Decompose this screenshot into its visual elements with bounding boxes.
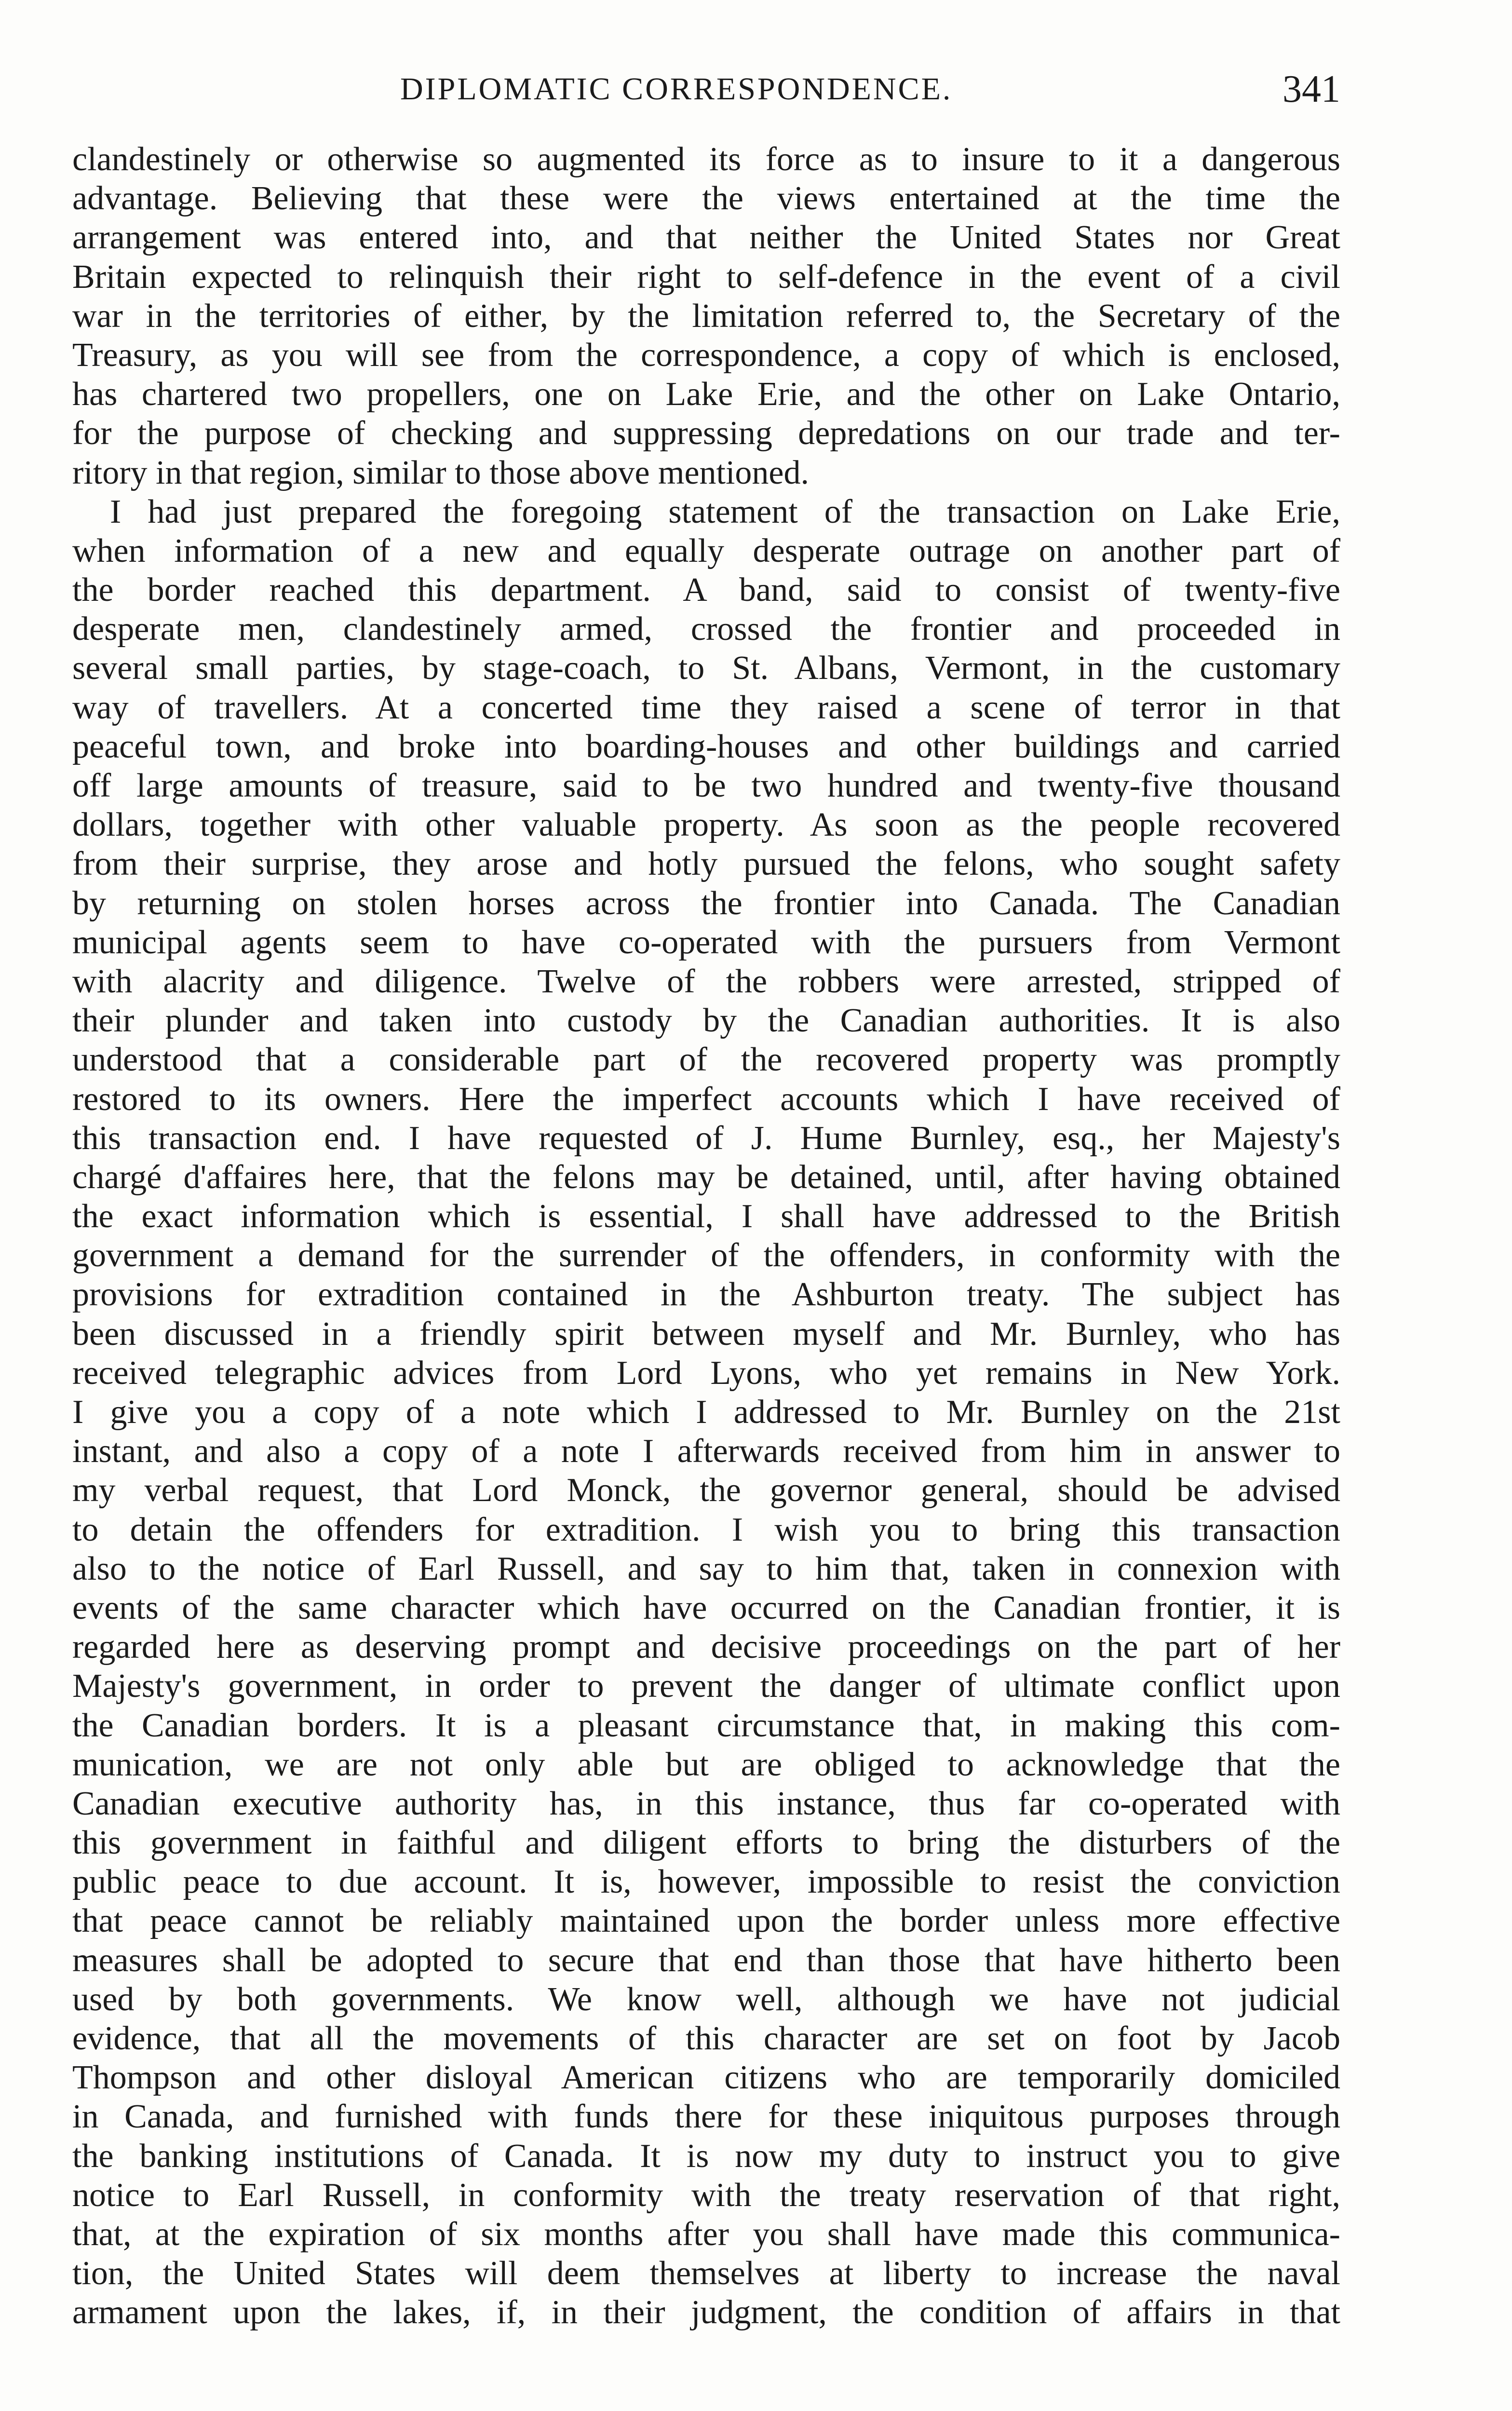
text-line: from their surprise, they arose and hotly pursued the felons, who sought safety xyxy=(72,845,1340,883)
text-line: restored to its owners. Here the imperfect accounts which I have received of xyxy=(72,1080,1340,1118)
text-line: regarded here as deserving prompt and decisive proceedings on the part of her xyxy=(72,1628,1340,1666)
text-line: ritory in that region, similar to those above mentioned. xyxy=(72,454,810,491)
text-line: the exact information which is essential, I shall have addressed to the British xyxy=(72,1198,1340,1235)
text-line: war in the territories of either, by the limitation referred to, the Secretary of the xyxy=(72,297,1340,335)
text-line: the banking institutions of Canada. It is now my duty to instruct you to give xyxy=(72,2137,1340,2175)
text-line: Treasury, as you will see from the correspondence, a copy of which is enclosed, xyxy=(72,336,1340,374)
text-line: tion, the United States will deem themselves at liberty to increase the naval xyxy=(72,2255,1340,2292)
text-line: chargé d'affaires here, that the felons may be detained, until, after having obtained xyxy=(72,1158,1340,1196)
text-line: munication, we are not only able but are obliged to acknowledge that the xyxy=(72,1746,1340,1783)
text-line: their plunder and taken into custody by the Canadian authorities. It is also xyxy=(72,1002,1340,1040)
running-title: DIPLOMATIC CORRESPONDENCE. xyxy=(400,71,953,107)
text-line: the Canadian borders. It is a pleasant circumstance that, in making this com- xyxy=(72,1707,1340,1744)
text-line: off large amounts of treasure, said to be two hundred and twenty-five thousand xyxy=(72,767,1340,804)
text-line: for the purpose of checking and suppressing depredations on our trade and ter- xyxy=(72,415,1340,452)
text-line: arrangement was entered into, and that neither the United States nor Great xyxy=(72,219,1340,257)
text-line: the border reached this department. A band, said to consist of twenty-five xyxy=(72,571,1340,609)
text-line: my verbal request, that Lord Monck, the governor general, should be advised xyxy=(72,1472,1340,1509)
text-line: by returning on stolen horses across the frontier into Canada. The Canadian xyxy=(72,884,1340,922)
text-line: that peace cannot be reliably maintained upon the border unless more effective xyxy=(72,1902,1340,1940)
text-line: I give you a copy of a note which I addressed to Mr. Burnley on the 21st xyxy=(72,1394,1340,1431)
text-line: armament upon the lakes, if, in their judgment, the condition of affairs in that xyxy=(72,2294,1340,2331)
text-line: Canadian executive authority has, in this instance, thus far co-operated with xyxy=(72,1785,1340,1822)
text-line: Majesty's government, in order to prevent the danger of ultimate conflict upon xyxy=(72,1667,1340,1705)
text-line: also to the notice of Earl Russell, and say to him that, taken in connexion with xyxy=(72,1550,1340,1587)
text-line: used by both governments. We know well, although we have not judicial xyxy=(72,1980,1340,2018)
body-text xyxy=(72,140,1340,2339)
page-header xyxy=(72,63,1340,116)
text-line: advantage. Believing that these were the views entertained at the time the xyxy=(72,180,1340,217)
text-line: peaceful town, and broke into boarding-houses and other buildings and carried xyxy=(72,728,1340,765)
text-line: has chartered two propellers, one on Lake Erie, and the other on Lake Ontario, xyxy=(72,376,1340,413)
text-line: with alacrity and diligence. Twelve of the robbers were arrested, stripped of xyxy=(72,962,1340,1000)
text-line: when information of a new and equally desperate outrage on another part of xyxy=(72,532,1340,569)
text-line: to detain the offenders for extradition. I wish you to bring this transaction xyxy=(72,1511,1340,1548)
text-line: instant, and also a copy of a note I afterwards received from him in answer to xyxy=(72,1433,1340,1470)
text-line: dollars, together with other valuable property. As soon as the people recovered xyxy=(72,806,1340,844)
text-line: this government in faithful and diligent efforts to bring the disturbers of the xyxy=(72,1824,1340,1862)
text-line: public peace to due account. It is, however, impossible to resist the conviction xyxy=(72,1863,1340,1901)
text-line: government a demand for the surrender of the offenders, in conformity with the xyxy=(72,1237,1340,1274)
text-line: received telegraphic advices from Lord Lyons, who yet remains in New York. xyxy=(72,1354,1340,1392)
text-line: evidence, that all the movements of this character are set on foot by Jacob xyxy=(72,2020,1340,2057)
page-number: 341 xyxy=(1282,68,1340,110)
text-line: municipal agents seem to have co-operated with the pursuers from Vermont xyxy=(72,923,1340,961)
paragraph-start-line: I had just prepared the foregoing statement of the transaction on Lake Erie, xyxy=(110,493,1340,530)
text-line: this transaction end. I have requested of J. Hume Burnley, esq., her Majesty's xyxy=(72,1119,1340,1157)
text-line: measures shall be adopted to secure that end than those that have hitherto been xyxy=(72,1941,1340,1979)
text-line: in Canada, and furnished with funds there for these iniquitous purposes through xyxy=(72,2098,1340,2136)
text-line: been discussed in a friendly spirit between myself and Mr. Burnley, who has xyxy=(72,1315,1340,1353)
text-line: understood that a considerable part of the recovered property was promptly xyxy=(72,1041,1340,1079)
text-line: Britain expected to relinquish their right to self-defence in the event of a civil xyxy=(72,258,1340,296)
text-line: several small parties, by stage-coach, to St. Albans, Vermont, in the customary xyxy=(72,650,1340,687)
text-line: way of travellers. At a concerted time they raised a scene of terror in that xyxy=(72,689,1340,726)
text-line: Thompson and other disloyal American citizens who are temporarily domiciled xyxy=(72,2059,1340,2097)
text-line: notice to Earl Russell, in conformity with the treaty reservation of that right, xyxy=(72,2176,1340,2214)
text-line: that, at the expiration of six months after you shall have made this communica- xyxy=(72,2215,1340,2253)
text-line: desperate men, clandestinely armed, crossed the frontier and proceeded in xyxy=(72,610,1340,648)
text-line: events of the same character which have occurred on the Canadian frontier, it is xyxy=(72,1589,1340,1626)
text-line: clandestinely or otherwise so augmented its force as to insure to it a dangerous xyxy=(72,141,1340,178)
text-line: provisions for extradition contained in the Ashburton treaty. The subject has xyxy=(72,1276,1340,1314)
